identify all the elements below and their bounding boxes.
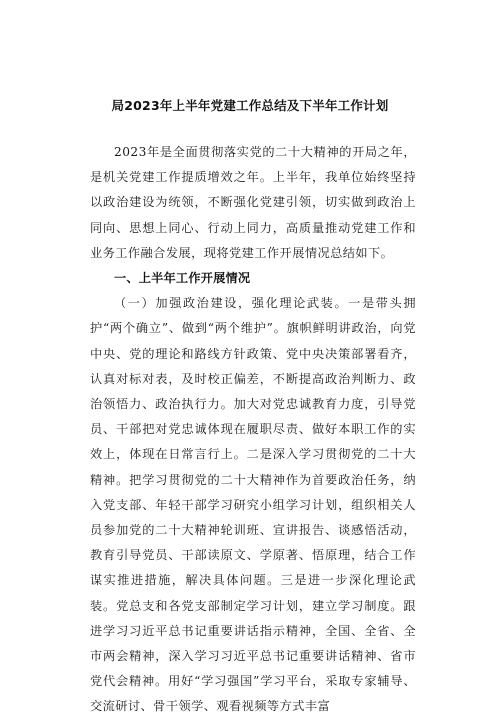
document-body xyxy=(90,140,416,720)
document-title: 局2023年上半年党建工作总结及下半年工作计划 xyxy=(111,98,389,113)
intro-paragraph: 2023年是全面贯彻落实党的二十大精神的开局之年，是机关党建工作提质增效之年。上半年，我单位始终坚持以政治建设为统领，不断强化党建引领，切实做到政治上同向、思想上同心、行动上同力，高质量推动党建工作和业务工作融合发展，现将党建工作开展情况总结如下。 xyxy=(90,145,416,260)
body-paragraph: （一）加强政治建设，强化理论武装。一是带头拥护“两个确立”、做到“两个维护”。旗帜鲜明讲政治，向党中央、党的理论和路线方针政策、党中央决策部署看齐，认真对标对表，及时校正偏差，不断提高政治判断力、政治领悟力、政治执行力。加大对党忠诚教育力度，引导党员、干部把对党忠诚体现在履职尽责、做好本职工作的实效上，体现在日常言行上。二是深入学习贯彻党的二十大精神。把学习贯彻党的二十大精神作为首要政治任务，纳入党支部、年轻干部学习研究小组学习计划，组织相关人员参加党的二十大精神轮训班、宣讲报告、谈感悟活动，教育引导党员、干部读原文、学原著、悟原理，结合工作谋实推进措施，解决具体问题。三是进一步深化理论武装。党总支和各党支部制定学习计划，建立学习制度。跟进学习习近平总书记重要讲话指示精神，全国、全省、全市两会精神，深入学习习近平总书记重要讲话精神、省市党代会精神。用好“学习强国”学习平台，采取专家辅导、交流研讨、骨干领学、观看视频等方式丰富 xyxy=(90,296,416,714)
section-heading: 一、上半年工作开展情况 xyxy=(114,271,251,286)
